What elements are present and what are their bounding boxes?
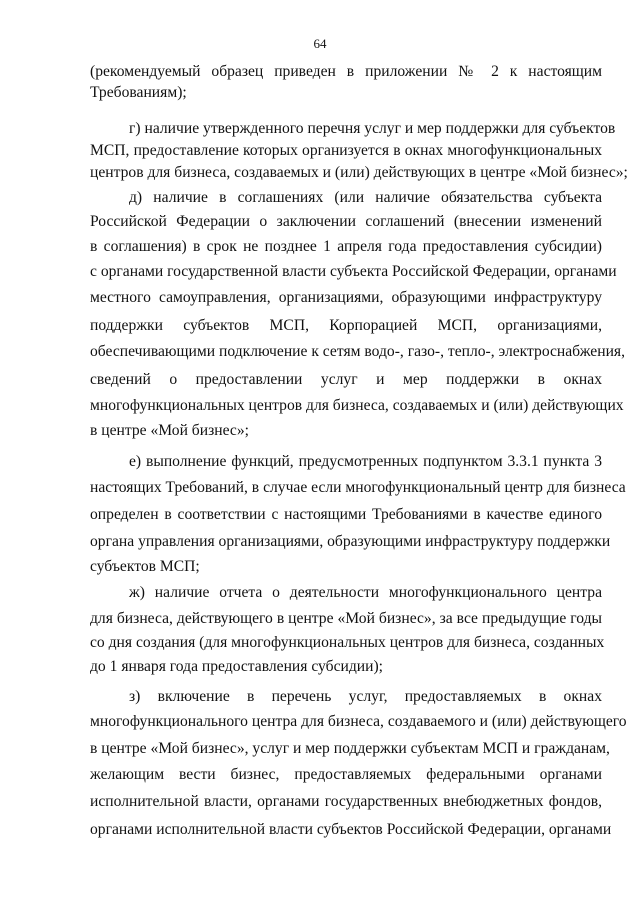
text-line: з) включение в перечень услуг, предоставляемых в окнах	[129, 688, 602, 705]
text-line: сведений о предоставлении услуг и мер поддержки в окнах	[90, 371, 602, 388]
text-line: в соглашения) в срок не позднее 1 апреля года предоставления субсидии)	[90, 238, 602, 255]
text-line: со дня создания (для многофункциональных центров для бизнеса, созданных	[90, 634, 605, 651]
text-line: до 1 января года предоставления субсидии);	[90, 658, 383, 675]
text-line: (рекомендуемый образец приведен в приложении № 2 к настоящим	[90, 63, 602, 80]
text-line: органами исполнительной власти субъектов Российской Федерации, органами	[90, 821, 612, 838]
text-line: в центре «Мой бизнес», услуг и мер поддержки субъектам МСП и гражданам,	[90, 740, 610, 757]
text-line: в центре «Мой бизнес»;	[90, 422, 249, 439]
text-line: определен в соответствии с настоящими Требованиями в качестве единого	[90, 506, 602, 523]
text-line: поддержки субъектов МСП, Корпорацией МСП, организациями,	[90, 317, 602, 334]
text-line: субъектов МСП;	[90, 558, 200, 575]
text-line: многофункциональных центров для бизнеса, создаваемых и (или) действующих	[90, 397, 624, 414]
text-line: желающим вести бизнес, предоставляемых федеральными органами	[90, 766, 602, 783]
text-line: ж) наличие отчета о деятельности многофункционального центра	[129, 584, 602, 601]
page-number: 64	[313, 36, 327, 51]
text-line: многофункционального центра для бизнеса, создаваемого и (или) действующего	[90, 713, 627, 730]
text-line: центров для бизнеса, создаваемых и (или) действующих в центре «Мой бизнес»;	[90, 164, 628, 181]
text-line: органа управления организациями, образующими инфраструктуру поддержки	[90, 533, 611, 550]
text-line: г) наличие утвержденного перечня услуг и мер поддержки для субъектов	[129, 120, 616, 137]
text-line: с органами государственной власти субъекта Российской Федерации, органами	[90, 263, 617, 280]
text-line: д) наличие в соглашениях (или наличие обязательства субъекта	[129, 189, 602, 206]
text-line: е) выполнение функций, предусмотренных подпунктом 3.3.1 пункта 3	[129, 453, 602, 470]
text-line: настоящих Требований, в случае если многофункциональный центр для бизнеса	[90, 479, 626, 496]
text-line: местного самоуправления, организациями, образующими инфраструктуру	[90, 289, 602, 306]
text-line: для бизнеса, действующего в центре «Мой бизнес», за все предыдущие годы	[90, 610, 602, 627]
text-line: обеспечивающими подключение к сетям водо-, газо-, тепло-, электроснабжения,	[90, 343, 625, 360]
text-line: МСП, предоставление которых организуется в окнах многофункциональных	[90, 142, 602, 159]
text-line: исполнительной власти, органами государственных внебюджетных фондов,	[90, 793, 602, 810]
text-line: Российской Федерации о заключении соглашений (внесении изменений	[90, 213, 602, 230]
text-line: Требованиям);	[90, 84, 187, 101]
